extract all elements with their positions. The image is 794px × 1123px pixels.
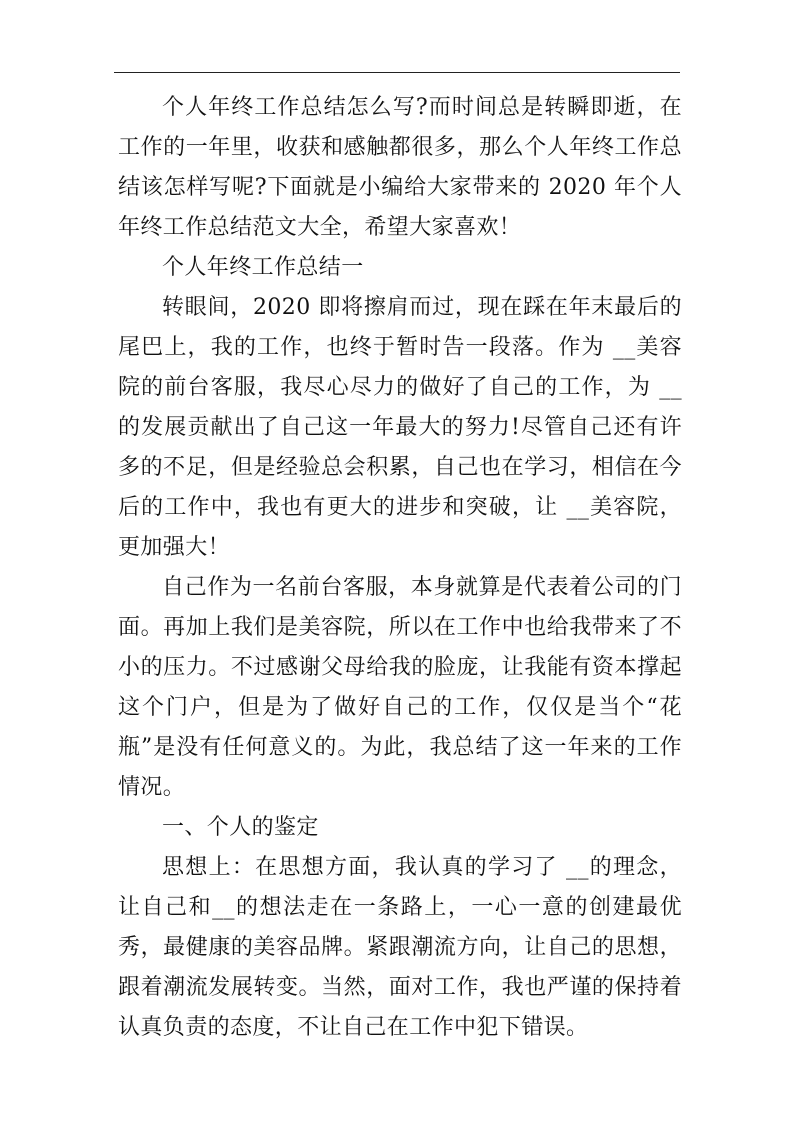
document-body [118, 88, 682, 1048]
section-heading-personal-appraisal: 一、个人的鉴定 [162, 815, 319, 840]
section-heading-summary-one: 个人年终工作总结一 [162, 255, 364, 280]
body-paragraph-3: 思想上：在思想方面，我认真的学习了 __的理念，让自己和__的想法走在一条路上，一心一意的创建最优秀，最健康的美容品牌。紧跟潮流方向，让自己的思想，跟着潮流发展转变。当然，面对工作，我也严谨的保持着认真负责的态度，不让自己在工作中犯下错误。 [118, 855, 682, 1040]
header-rule [114, 72, 680, 73]
body-paragraph-1: 转眼间，2020 即将擦肩而过，现在踩在年末最后的尾巴上，我的工作，也终于暂时告一段落。作为 __美容院的前台客服，我尽心尽力的做好了自己的工作，为 __的发展贡献出了自己这一年最大的努力!尽管自己还有许多的不足，但是经验总会积累，自己也在学习，相信在今后的工作中，我也有更大的进步和突破，让 __美容院，更加强大！ [118, 295, 682, 560]
body-paragraph-2: 自己作为一名前台客服，本身就算是代表着公司的门面。再加上我们是美容院，所以在工作中也给我带来了不小的压力。不过感谢父母给我的脸庞，让我能有资本撑起这个门户，但是为了做好自己的工作，仅仅是当个“花瓶”是没有任何意义的。为此，我总结了这一年来的工作情况。 [118, 575, 682, 800]
intro-paragraph: 个人年终工作总结怎么写?而时间总是转瞬即逝，在工作的一年里，收获和感触都很多，那么个人年终工作总结该怎样写呢?下面就是小编给大家带来的 2020 年个人年终工作总结范文大全，希望大家喜欢！ [118, 95, 682, 240]
